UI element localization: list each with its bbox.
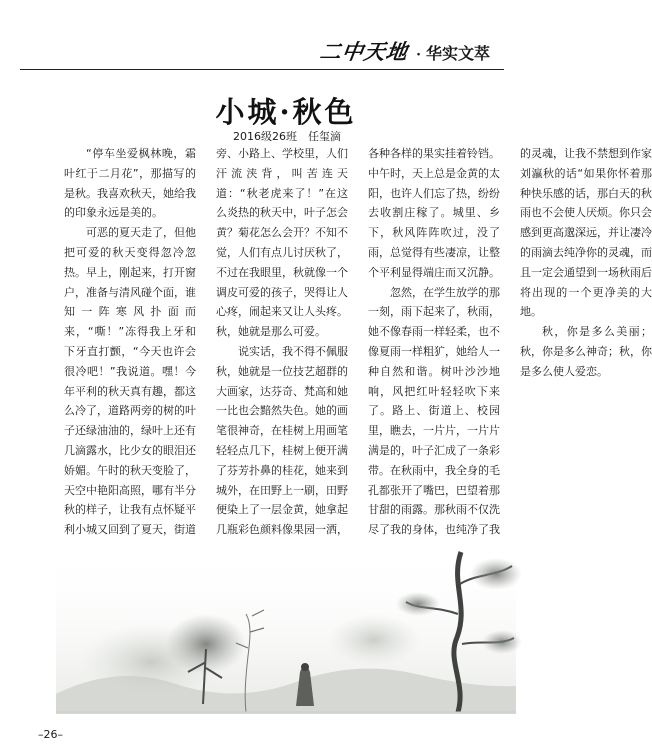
page-number: –26–	[38, 728, 63, 741]
right-foliage	[328, 614, 420, 666]
page-header	[320, 40, 490, 66]
header-separator: ·	[416, 47, 421, 63]
article-title: 小城·秋色	[215, 95, 357, 129]
paragraph: 秋，你是多么美丽；秋，你是多么神奇；秋，你是多么使人爱恋。	[520, 325, 652, 378]
header-rule	[20, 69, 504, 70]
section-title: 华实文萃	[425, 44, 490, 63]
paragraph: 忽然，在学生放学的那一刻，雨下起来了，秋雨，她不像春雨一样轻柔，也不像夏雨一样粗犷，她给人一种自然和谐。树叶沙沙地响，风把红叶轻轻吹下来了。路上、街道上、校园里，瞧去，一片片，一片片满是的，叶子汇成了一条彩带。在秋雨中，我全身的毛孔都张开了嘴巴，巴望着那甘甜的雨露。那秋雨不仅洗尽了我的身体，也纯净了我的灵魂，让我不禁想到作家刘瀛秋的话“如果你怀着那种快乐感的话，那白天的秋雨也不会使人厌烦。你只会感到更高邈深远，并让凄冷的雨滴去纯净你的灵魂，而且一定会通望到一场秋雨后将出现的一个更净美的大地。	[368, 147, 652, 537]
right-tree-leaves-lower	[482, 630, 522, 654]
article-body	[64, 144, 652, 548]
paragraph: 可恶的夏天走了，但他把可爱的秋天变得忽冷忽热。早上，刚起来，打开窗户，准备与清风碰个面，谁知一阵寒风扑面而来，“嘶！”冻得我上牙和下牙直打颤，“今天也许会很冷吧！”我说道。嘿！今年平利的秋天真有趣，都这么冷了，道路两旁的树的叶子还绿油油的，绿叶上还有几滴露水，比少女的眼泪还娇媚。午时的秋天变脸了，天空中艳阳高照，哪有半分秋的样子，让我有点怀疑平利小城又回到了夏天，街道旁、小路上、学校里，人们汗流浃背，叫苦连天道：“秋老虎来了！”在这么炎热的秋天中，叶子怎会黄？菊花怎么会开？不知不觉，人们有点儿讨厌秋了，不过在我眼里，秋就像一个调皮可爱的孩子，哭得让人心疼，闹起来又让人头疼。秋，她就是那么可爱。	[64, 147, 348, 537]
right-tree-leaves-upper	[470, 558, 522, 590]
paragraph: “停车坐爱枫林晚，霜叶红于二月花”，那描写的是秋。我喜欢秋天，她给我的印象永远是美的。	[64, 147, 196, 220]
ink-landscape-illustration	[56, 544, 516, 714]
publication-logo: 二中天地	[318, 39, 410, 64]
right-tree-leaves-mid	[396, 592, 440, 616]
article-byline: 2016级26班 任玺滴	[233, 130, 341, 143]
paragraph: 说实话，我不得不佩服秋，她就是一位技艺超群的大画家，达芬奇、梵高和她一比也会黯然失色。她的画笔很神奇，在桂树上用画笔轻轻点几下，桂树上便开满了芬芳扑鼻的桂花，她来到城外，在田野上一刷，田野便染上了一层金黄，她拿起几瓶彩色颜料像果园一洒，各种各样的果实挂着铃铛。中午时，天上总是金黄的太阳，也许人们忘了热，纷纷去收割庄稼了。城里、乡下，秋风阵阵吹过，没了雨，总觉得有些凄凉，让整个平利显得端庄而又沉静。	[216, 147, 500, 537]
